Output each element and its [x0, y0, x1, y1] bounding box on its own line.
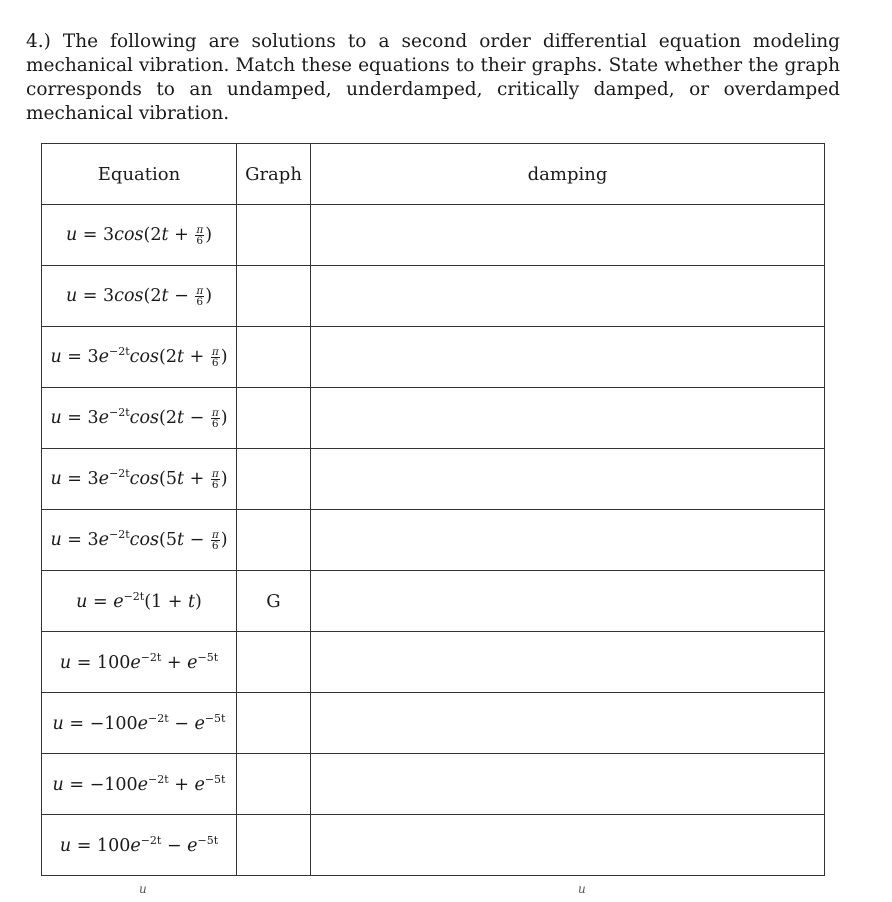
equation: $u = 100e^{-2t} - e^{-5t}$: [59, 833, 219, 856]
header-equation: Equation: [42, 144, 237, 205]
graph-answer-cell[interactable]: [237, 327, 311, 388]
table-row: [42, 266, 825, 327]
fraction: $\frac{\pi}{6}$: [211, 407, 219, 430]
table-row: [42, 754, 825, 815]
graph-answer-cell[interactable]: [237, 266, 311, 327]
footer-mark-left: u: [139, 882, 147, 896]
damping-answer-cell[interactable]: [311, 388, 825, 449]
equation: u = 3cos(2t − $\frac{\pi}{6}$ ): [65, 285, 213, 308]
damping-answer-cell[interactable]: [311, 754, 825, 815]
damping-answer-cell[interactable]: [311, 449, 825, 510]
table-row: [42, 205, 825, 266]
damping-answer-cell[interactable]: [311, 510, 825, 571]
fraction: $\frac{\pi}{6}$: [196, 285, 204, 308]
equation: $u = e^{-2t}(1 + t)$: [76, 589, 202, 612]
graph-answer-cell[interactable]: [237, 205, 311, 266]
damping-answer-cell[interactable]: [311, 571, 825, 632]
equation-cell: [42, 632, 237, 693]
footer-mark-right: u: [578, 882, 586, 896]
header-damping: damping: [311, 144, 825, 205]
equation-cell: [42, 327, 237, 388]
equation: $u = 3e^{-2t}\cos(5t$ + $\frac{\pi}{6}$ ): [50, 466, 228, 491]
equation-cell: [42, 510, 237, 571]
equation: $u = 100e^{-2t} + e^{-5t}$: [59, 650, 219, 673]
graph-answer-cell[interactable]: [237, 449, 311, 510]
damping-answer-cell[interactable]: [311, 327, 825, 388]
graph-answer-cell[interactable]: [237, 510, 311, 571]
damping-answer-cell[interactable]: [311, 632, 825, 693]
table-header-row: [42, 144, 825, 205]
table-row: [42, 571, 825, 632]
graph-answer-cell[interactable]: [237, 693, 311, 754]
equation-cell: [42, 571, 237, 632]
equation-cell: [42, 754, 237, 815]
equation-cell: [42, 815, 237, 876]
fraction: $\frac{\pi}{6}$: [211, 468, 219, 491]
equation: $u = 3e^{-2t}\cos(5t$ − $\frac{\pi}{6}$ ): [50, 527, 228, 552]
equation: $u = -100e^{-2t} - e^{-5t}$: [52, 711, 226, 734]
graph-answer-cell[interactable]: G: [237, 571, 311, 632]
fraction: $\frac{\pi}{6}$: [211, 529, 219, 552]
graph-answer-cell[interactable]: [237, 815, 311, 876]
table-row: [42, 388, 825, 449]
equation: $u = 3e^{-2t}\cos(2t$ − $\frac{\pi}{6}$ ): [50, 405, 228, 430]
equation-cell: [42, 449, 237, 510]
matching-table: [41, 143, 825, 876]
equation-cell: [42, 205, 237, 266]
damping-answer-cell[interactable]: [311, 266, 825, 327]
graph-answer-cell[interactable]: [237, 754, 311, 815]
table-row: [42, 449, 825, 510]
problem-statement: 4.) The following are solutions to a second order differential equation modeling mechanical vibration. Match these equations to their graphs. State whether the graph corresponds to an undamped, underdamped, critically damped, or overdamped mechanical vibration.: [26, 31, 840, 124]
table-row: [42, 693, 825, 754]
damping-answer-cell[interactable]: [311, 693, 825, 754]
table-row: [42, 510, 825, 571]
fraction: $\frac{\pi}{6}$: [196, 224, 204, 247]
damping-answer-cell[interactable]: [311, 815, 825, 876]
table-row: [42, 327, 825, 388]
equation-cell: [42, 388, 237, 449]
equation: $u = -100e^{-2t} + e^{-5t}$: [52, 772, 226, 795]
table-row: [42, 632, 825, 693]
damping-answer-cell[interactable]: [311, 205, 825, 266]
graph-answer-cell[interactable]: [237, 632, 311, 693]
graph-answer-cell[interactable]: [237, 388, 311, 449]
equation-cell: [42, 693, 237, 754]
equation-cell: [42, 266, 237, 327]
table-row: [42, 815, 825, 876]
fraction: $\frac{\pi}{6}$: [211, 346, 219, 369]
equation: u = 3cos(2t + $\frac{\pi}{6}$ ): [65, 224, 213, 247]
header-graph: Graph: [237, 144, 311, 205]
equation: $u = 3e^{-2t}\cos(2t$ + $\frac{\pi}{6}$ ): [50, 344, 228, 369]
